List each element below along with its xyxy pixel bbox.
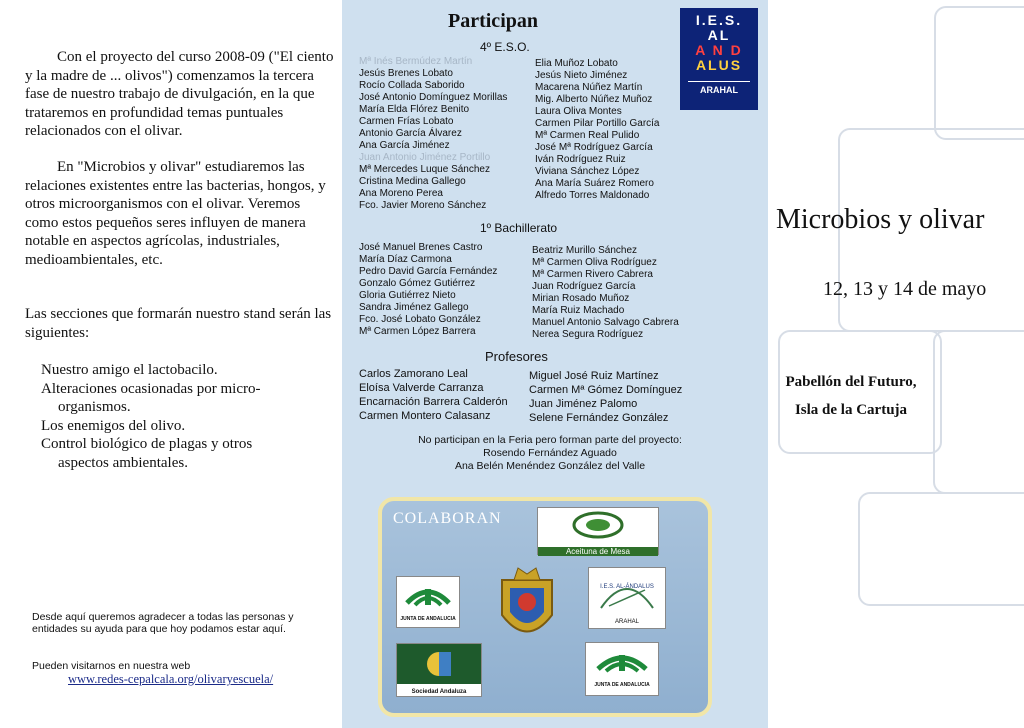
participant-name: Eloísa Valverde Carranza: [359, 382, 484, 394]
participant-name: Encarnación Barrera Calderón: [359, 396, 508, 408]
event-title: Microbios y olivar: [776, 204, 985, 235]
ies-logo-line: I.E.S.: [695, 12, 743, 28]
section-item: Nuestro amigo el lactobacilo.: [41, 362, 218, 378]
participant-name: Juan Antonio Jiménez Portillo: [359, 152, 491, 163]
participant-name: Miguel José Ruiz Martínez: [529, 370, 659, 382]
note-line: No participan en la Feria pero forman parte del proyecto:: [418, 434, 682, 446]
prof-column-2: [529, 369, 682, 425]
participant-name: Sandra Jiménez Gallego: [359, 302, 469, 313]
collaborators-note: [350, 434, 750, 473]
microbios-paragraph: En "Microbios y olivar" estudiaremos las relaciones existentes entre las bacterias, hongos, y otros microorganismos con el olivar. Veremos como estos pequeños seres influyen de manera notable en aspectos agrícolas, industriales, medioambientales, etc.: [25, 159, 326, 268]
participant-name: Ana García Jiménez: [359, 140, 450, 151]
junta-emblem-icon: [397, 577, 459, 611]
participant-name: Mª Carmen Rivero Cabrera: [532, 269, 653, 280]
participant-name: Jesús Brenes Lobato: [359, 68, 453, 79]
participant-name: Antonio García Álvarez: [359, 128, 462, 139]
junta-label: JUNTA DE ANDALUCIA: [594, 682, 650, 688]
note-line: Ana Belén Menéndez González del Valle: [454, 460, 646, 472]
sociedad-emblem-icon: [397, 644, 481, 684]
website-link[interactable]: www.redes-cepalcala.org/olivaryescuela/: [68, 672, 274, 686]
participant-name: Elia Muñoz Lobato: [535, 58, 618, 69]
participant-name: Alfredo Torres Maldonado: [535, 190, 650, 201]
sociedad-andaluza-logo: [396, 643, 482, 697]
participant-name: Cristina Medina Gallego: [359, 176, 466, 187]
section-item: Los enemigos del olivo.: [41, 417, 186, 434]
junta-emblem-icon: [586, 643, 658, 677]
participant-name: José Antonio Domínguez Morillas: [359, 92, 508, 103]
section-item: Control biológico de plagas y otros: [41, 436, 253, 452]
participant-name: Iván Rodríguez Ruiz: [535, 154, 626, 165]
participant-name: Fco. Javier Moreno Sánchez: [359, 200, 487, 211]
sections-intro: Las secciones que formarán nuestro stand serán las siguientes:: [25, 306, 332, 341]
bach-column-1: [359, 242, 497, 338]
participant-name: Nerea Segura Rodríguez: [532, 329, 644, 340]
eso-label: 4º E.S.O.: [480, 40, 530, 54]
participant-name: Viviana Sánchez López: [535, 166, 640, 177]
professors-label: Profesores: [485, 349, 548, 364]
participant-name: Mª Mercedes Luque Sánchez: [359, 164, 490, 175]
decorative-frame: [934, 6, 1024, 140]
ies-al-andalus-logo: [680, 8, 758, 110]
participant-name: Manuel Antonio Salvago Cabrera: [532, 317, 679, 328]
participant-name: José Manuel Brenes Castro: [359, 242, 483, 253]
participant-name: Juan Rodríguez García: [532, 281, 636, 292]
participant-name: Mig. Alberto Núñez Muñoz: [535, 94, 653, 105]
decorative-frame: [933, 330, 1024, 494]
bach-column-2: [532, 245, 679, 341]
participants-title: Participan: [448, 10, 538, 32]
participant-name: Mirian Rosado Muñoz: [532, 293, 630, 304]
participant-name: Carmen Montero Calasanz: [359, 410, 491, 422]
ies-logo-city: ARAHAL: [688, 81, 750, 95]
participant-name: Carmen Frías Lobato: [359, 116, 454, 127]
participant-name: Mª Carmen Oliva Rodríguez: [532, 257, 657, 268]
event-place: [770, 368, 932, 424]
participant-name: Juan Jiménez Palomo: [529, 398, 638, 410]
participant-name: Fco. José Lobato González: [359, 314, 481, 325]
place-line: Pabellón del Futuro,: [785, 374, 917, 390]
eso-column-1: [359, 56, 507, 212]
thanks-text: Desde aquí queremos agradecer a todas las personas y entidades su ayuda para que hoy podamos estar aquí.: [32, 611, 294, 635]
participant-name: Gloria Gutiérrez Nieto: [359, 290, 456, 301]
participant-name: Selene Fernández González: [529, 412, 669, 424]
right-panel: [768, 0, 1024, 728]
prof-column-1: [359, 367, 508, 423]
participant-name: Ana Moreno Perea: [359, 188, 443, 199]
ies-small-city: ARAHAL: [614, 619, 639, 625]
olive-icon: [538, 508, 658, 542]
ies-al-andalus-small-logo: [588, 567, 666, 629]
participant-name: Pedro David García Fernández: [359, 266, 498, 277]
participant-name: Carmen Mª Gómez Domínguez: [529, 384, 683, 396]
bach-label: 1º Bachillerato: [480, 221, 558, 235]
aceituna-label: Aceituna de Mesa: [538, 547, 658, 556]
ies-small-title: I.E.S. AL-ÁNDALUS: [600, 584, 654, 590]
collab-title: COLABORAN: [393, 510, 502, 527]
section-item: Alteraciones ocasionadas por micro-: [41, 380, 261, 397]
participant-name: Gonzalo Gómez Gutiérrez: [359, 278, 476, 289]
participant-name: Rocío Collada Saborido: [359, 80, 465, 91]
junta-andalucia-logo-1: [396, 576, 460, 628]
place-line: Isla de la Cartuja: [794, 402, 908, 418]
participant-name: Beatriz Murillo Sánchez: [532, 245, 638, 256]
intro-paragraph: Con el proyecto del curso 2008-09 ("El ciento y la madre de ... olivos") comenzamos la tercera fase de nuestro trabajo de divulgación, en la que trataremos en profundidad temas puntuales relacionados con el olivar.: [25, 49, 334, 139]
participant-name: Macarena Núñez Martín: [535, 82, 643, 93]
event-dates: 12, 13 y 14 de mayo: [823, 278, 987, 300]
note-line: Rosendo Fernández Aguado: [483, 447, 617, 459]
participant-name: Laura Oliva Montes: [535, 106, 622, 117]
arahal-coat-of-arms-icon: [492, 560, 562, 650]
participant-name: Mª Carmen Real Pulido: [535, 130, 640, 141]
participant-name: Ana María Suárez Romero: [535, 178, 654, 189]
decorative-frame: [858, 492, 1024, 606]
visit-text: Pueden visitarnos en nuestra web: [32, 660, 191, 672]
ies-logo-line: AL: [707, 27, 731, 43]
ies-logo-line: A N D: [695, 42, 743, 58]
participant-name: Jesús Nieto Jiménez: [535, 70, 628, 81]
participant-name: María Ruiz Machado: [532, 305, 625, 316]
participant-name: Mª Carmen López Barrera: [359, 326, 476, 337]
participant-name: Mª Inés Bermúdez Martín: [359, 56, 473, 67]
sociedad-label: Sociedad Andaluza: [411, 689, 467, 695]
left-panel: [0, 0, 342, 728]
section-item-cont: aspectos ambientales.: [58, 454, 188, 471]
participant-name: José Mª Rodríguez García: [535, 142, 653, 153]
participant-name: María Elda Flórez Benito: [359, 104, 470, 115]
participant-name: Carmen Pilar Portillo García: [535, 118, 660, 129]
junta-label: JUNTA DE ANDALUCIA: [400, 616, 456, 622]
ies-arc-icon: [589, 568, 665, 614]
participant-name: Carlos Zamorano Leal: [359, 368, 468, 380]
junta-andalucia-logo-2: [585, 642, 659, 696]
sections-block: [25, 305, 337, 472]
eso-column-2: [535, 58, 659, 202]
participant-name: María Díaz Carmona: [359, 254, 452, 265]
ies-logo-line: ALUS: [695, 57, 743, 73]
aceituna-de-mesa-logo: [537, 507, 659, 555]
section-item-cont: organismos.: [58, 399, 131, 415]
